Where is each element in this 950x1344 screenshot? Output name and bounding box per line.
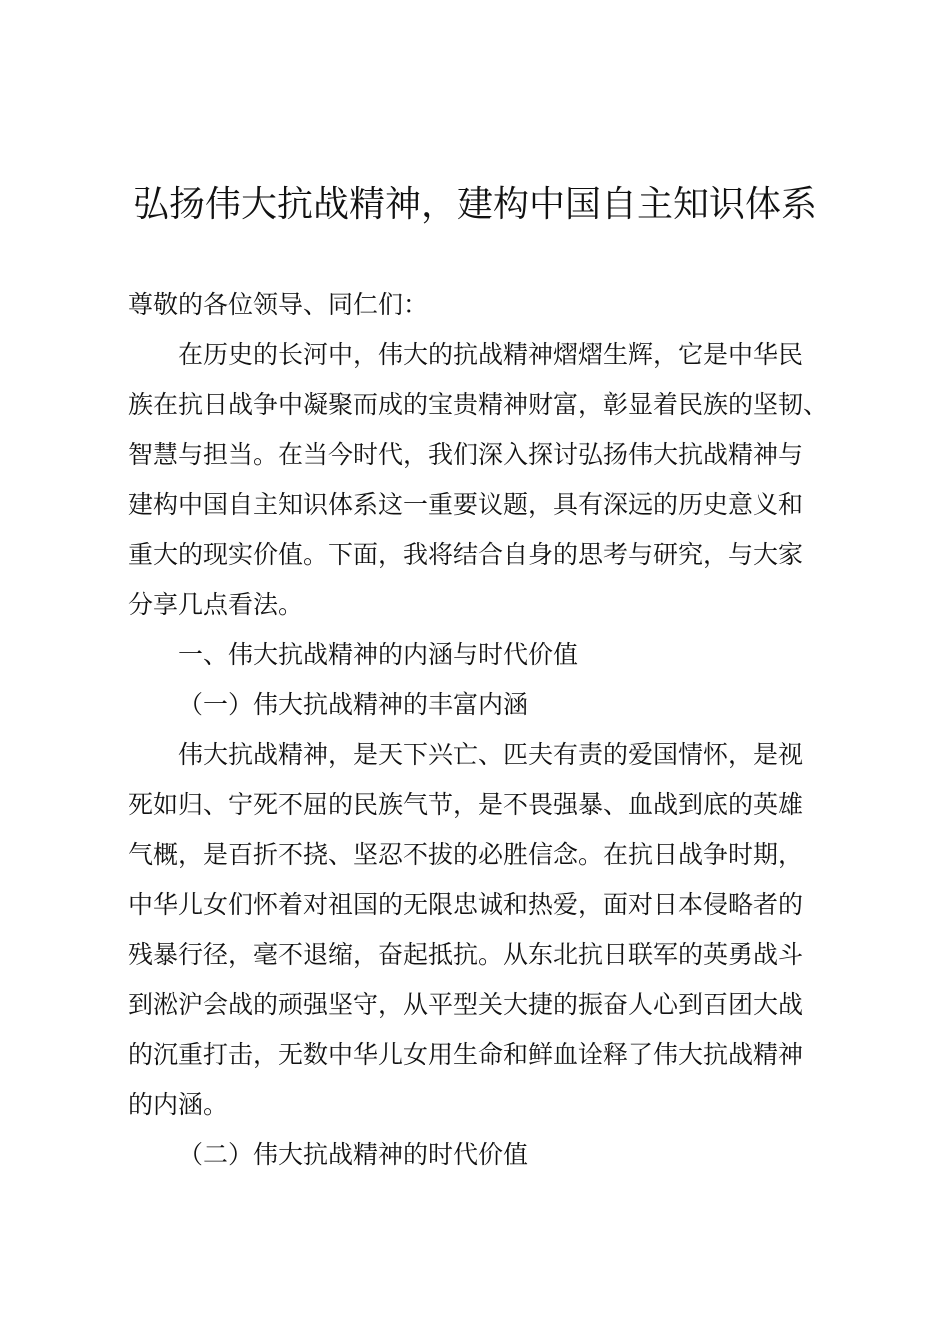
document-body xyxy=(128,280,836,1180)
paragraph-line: 智慧与担当。在当今时代，我们深入探讨弘扬伟大抗战精神与 xyxy=(128,440,804,469)
section-heading: 一、伟大抗战精神的内涵与时代价值 xyxy=(178,640,579,669)
paragraph-line: 建构中国自主知识体系这一重要议题，具有深远的历史意义和 xyxy=(128,490,804,519)
paragraph-line: 重大的现实价值。下面，我将结合自身的思考与研究，与大家 xyxy=(128,540,804,569)
paragraph-line: 伟大抗战精神，是天下兴亡、匹夫有责的爱国情怀，是视 xyxy=(178,740,804,769)
subsection-heading: （一）伟大抗战精神的丰富内涵 xyxy=(178,690,529,719)
salutation-line: 尊敬的各位领导、同仁们： xyxy=(128,290,429,319)
paragraph-line: 残暴行径，毫不退缩，奋起抵抗。从东北抗日联军的英勇战斗 xyxy=(128,940,804,969)
paragraph-line: 族在抗日战争中凝聚而成的宝贵精神财富，彰显着民族的坚韧、 xyxy=(128,390,829,419)
paragraph-line: 死如归、宁死不屈的民族气节，是不畏强暴、血战到底的英雄 xyxy=(128,790,804,819)
document-title: 弘扬伟大抗战精神，建构中国自主知识体系 xyxy=(132,184,817,225)
paragraph-line: 的沉重打击，无数中华儿女用生命和鲜血诠释了伟大抗战精神 xyxy=(128,1040,804,1069)
subsection-heading: （二）伟大抗战精神的时代价值 xyxy=(178,1140,529,1169)
paragraph-line: 分享几点看法。 xyxy=(128,590,304,619)
paragraph-line: 的内涵。 xyxy=(128,1090,229,1119)
paragraph-line: 气概，是百折不挠、坚忍不拔的必胜信念。在抗日战争时期， xyxy=(128,840,804,869)
paragraph-line: 到淞沪会战的顽强坚守，从平型关大捷的振奋人心到百团大战 xyxy=(128,990,804,1019)
paragraph-line: 中华儿女们怀着对祖国的无限忠诚和热爱，面对日本侵略者的 xyxy=(128,890,804,919)
paragraph-line: 在历史的长河中，伟大的抗战精神熠熠生辉，它是中华民 xyxy=(178,340,804,369)
